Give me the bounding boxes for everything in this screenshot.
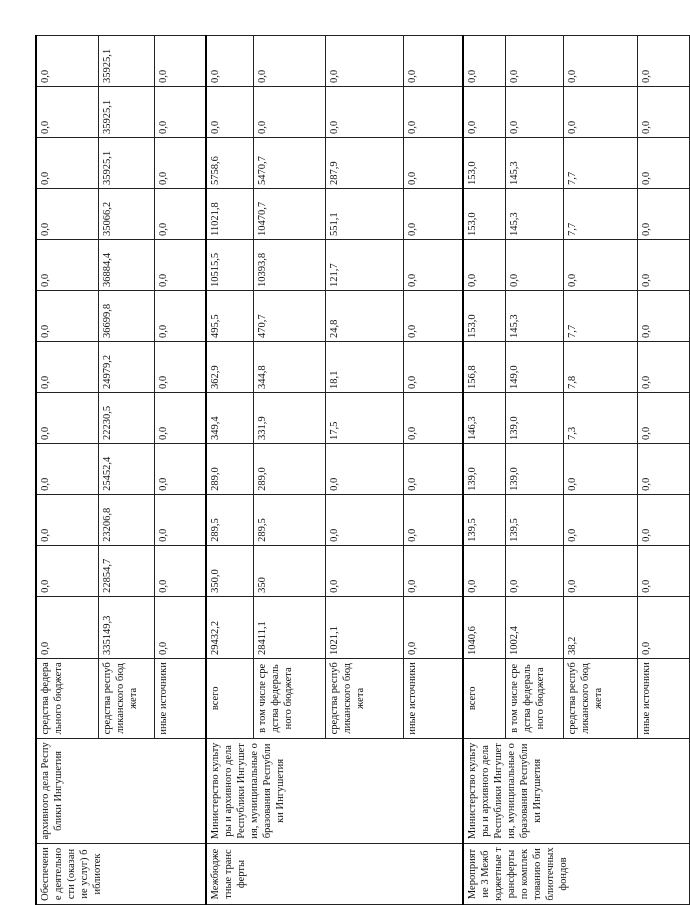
value-cell: 0,0 xyxy=(637,36,689,87)
value-cell: 29432,2 xyxy=(206,596,253,658)
value-cell: 0,0 xyxy=(154,240,206,291)
value-cell: 0,0 xyxy=(403,494,463,545)
value-cell: 28411,1 xyxy=(253,596,325,658)
value-cell: 11021,8 xyxy=(206,189,253,240)
value-cell: 0,0 xyxy=(36,494,98,545)
value-cell: 0,0 xyxy=(325,36,403,87)
value-cell: 23206,8 xyxy=(98,494,154,545)
value-cell: 145,3 xyxy=(505,189,563,240)
value-cell: 145,3 xyxy=(505,138,563,189)
value-cell: 331,9 xyxy=(253,392,325,443)
value-cell: 139,5 xyxy=(463,494,505,545)
value-cell: 0,0 xyxy=(154,341,206,392)
funding-source-cell: всего xyxy=(463,658,505,738)
funding-source-cell: иные источники xyxy=(637,658,689,738)
value-cell: 0,0 xyxy=(154,189,206,240)
funding-source-cell: средства федерального бюджета xyxy=(36,658,98,738)
value-cell: 1002,4 xyxy=(505,596,563,658)
value-cell: 36884,4 xyxy=(98,240,154,291)
value-cell: 139,0 xyxy=(505,443,563,494)
value-cell: 0,0 xyxy=(36,290,98,341)
value-cell: 5470,7 xyxy=(253,138,325,189)
value-cell: 0,0 xyxy=(403,240,463,291)
value-cell: 0,0 xyxy=(325,443,403,494)
value-cell: 0,0 xyxy=(154,138,206,189)
value-cell: 344,8 xyxy=(253,341,325,392)
funding-source-cell: иные источники xyxy=(403,658,463,738)
value-cell: 0,0 xyxy=(637,596,689,658)
executor-cell: Министерство культуры и архивного дела Республики Ингушетия, муниципальные образования Республики Ингушетия xyxy=(206,738,463,843)
measure-name-cell: Мероприятие 3 Межбюджетные трансферты по комплектованию библиотечных фондов xyxy=(463,844,689,905)
value-cell: 551,1 xyxy=(325,189,403,240)
value-cell: 35925,1 xyxy=(98,138,154,189)
value-cell: 25452,4 xyxy=(98,443,154,494)
value-cell: 0,0 xyxy=(637,443,689,494)
executor-cell: Министерство культуры и архивного дела Республики Ингушетия, муниципальные образования Республики Ингушетия xyxy=(463,738,689,843)
value-cell: 22854,7 xyxy=(98,545,154,596)
value-cell: 0,0 xyxy=(637,240,689,291)
value-cell: 0,0 xyxy=(154,596,206,658)
funding-source-cell: средства республиканского бюджета xyxy=(563,658,637,738)
value-cell: 0,0 xyxy=(36,240,98,291)
value-cell: 139,5 xyxy=(505,494,563,545)
value-cell: 0,0 xyxy=(206,36,253,87)
value-cell: 17,5 xyxy=(325,392,403,443)
value-cell: 0,0 xyxy=(563,545,637,596)
value-cell: 0,0 xyxy=(154,443,206,494)
value-cell: 35925,1 xyxy=(98,87,154,138)
value-cell: 362,9 xyxy=(206,341,253,392)
value-cell: 350 xyxy=(253,545,325,596)
value-cell: 0,0 xyxy=(253,36,325,87)
value-cell: 0,0 xyxy=(637,189,689,240)
value-cell: 350,0 xyxy=(206,545,253,596)
value-cell: 121,7 xyxy=(325,240,403,291)
value-cell: 10515,5 xyxy=(206,240,253,291)
value-cell: 0,0 xyxy=(403,290,463,341)
value-cell: 0,0 xyxy=(637,87,689,138)
value-cell: 22230,5 xyxy=(98,392,154,443)
value-cell: 495,5 xyxy=(206,290,253,341)
value-cell: 0,0 xyxy=(637,138,689,189)
value-cell: 146,3 xyxy=(463,392,505,443)
value-cell: 0,0 xyxy=(505,36,563,87)
funding-source-cell: иные источники xyxy=(154,658,206,738)
value-cell: 36699,8 xyxy=(98,290,154,341)
measure-name-cell: Межбюджетные трансферты xyxy=(206,844,463,905)
value-cell: 0,0 xyxy=(403,443,463,494)
value-cell: 35925,1 xyxy=(98,36,154,87)
value-cell: 1021,1 xyxy=(325,596,403,658)
funding-source-cell: всего xyxy=(206,658,253,738)
value-cell: 0,0 xyxy=(36,36,98,87)
value-cell: 0,0 xyxy=(403,596,463,658)
table-row xyxy=(206,36,253,905)
value-cell: 7,8 xyxy=(563,341,637,392)
value-cell: 287,9 xyxy=(325,138,403,189)
value-cell: 0,0 xyxy=(637,545,689,596)
value-cell: 0,0 xyxy=(36,443,98,494)
value-cell: 0,0 xyxy=(325,494,403,545)
value-cell: 7,7 xyxy=(563,290,637,341)
value-cell: 139,0 xyxy=(463,443,505,494)
value-cell: 0,0 xyxy=(637,494,689,545)
value-cell: 7,7 xyxy=(563,189,637,240)
measure-name-cell: Обеспечение деятельности (оказание услуг) библиотек xyxy=(36,844,206,905)
value-cell: 0,0 xyxy=(154,392,206,443)
value-cell: 38,2 xyxy=(563,596,637,658)
value-cell: 0,0 xyxy=(154,87,206,138)
value-cell: 289,0 xyxy=(206,443,253,494)
funding-source-cell: в том числе средства федерального бюджета xyxy=(505,658,563,738)
value-cell: 0,0 xyxy=(403,545,463,596)
value-cell: 0,0 xyxy=(403,341,463,392)
value-cell: 0,0 xyxy=(505,240,563,291)
value-cell: 0,0 xyxy=(563,87,637,138)
value-cell: 0,0 xyxy=(154,290,206,341)
value-cell: 10470,7 xyxy=(253,189,325,240)
value-cell: 24,8 xyxy=(325,290,403,341)
value-cell: 0,0 xyxy=(154,545,206,596)
table-row xyxy=(36,36,98,905)
value-cell: 289,0 xyxy=(253,443,325,494)
value-cell: 0,0 xyxy=(403,392,463,443)
value-cell: 145,3 xyxy=(505,290,563,341)
value-cell: 0,0 xyxy=(325,87,403,138)
value-cell: 0,0 xyxy=(637,290,689,341)
value-cell: 0,0 xyxy=(36,596,98,658)
value-cell: 0,0 xyxy=(403,87,463,138)
value-cell: 289,5 xyxy=(206,494,253,545)
rotated-table-wrapper xyxy=(35,35,652,905)
value-cell: 0,0 xyxy=(403,189,463,240)
funding-source-cell: в том числе средства федерального бюджета xyxy=(253,658,325,738)
value-cell: 156,8 xyxy=(463,341,505,392)
value-cell: 289,5 xyxy=(253,494,325,545)
value-cell: 0,0 xyxy=(154,36,206,87)
value-cell: 0,0 xyxy=(403,138,463,189)
value-cell: 0,0 xyxy=(505,87,563,138)
value-cell: 0,0 xyxy=(637,392,689,443)
value-cell: 10393,8 xyxy=(253,240,325,291)
value-cell: 470,7 xyxy=(253,290,325,341)
value-cell: 0,0 xyxy=(36,392,98,443)
executor-cell: архивного дела Республики Ингушетия xyxy=(36,738,206,843)
value-cell: 0,0 xyxy=(36,189,98,240)
value-cell: 153,0 xyxy=(463,189,505,240)
value-cell: 0,0 xyxy=(403,36,463,87)
value-cell: 0,0 xyxy=(563,240,637,291)
value-cell: 0,0 xyxy=(36,545,98,596)
value-cell: 0,0 xyxy=(36,87,98,138)
value-cell: 0,0 xyxy=(563,494,637,545)
value-cell: 24979,2 xyxy=(98,341,154,392)
value-cell: 0,0 xyxy=(463,36,505,87)
value-cell: 0,0 xyxy=(563,443,637,494)
value-cell: 0,0 xyxy=(463,87,505,138)
value-cell: 153,0 xyxy=(463,138,505,189)
value-cell: 7,7 xyxy=(563,138,637,189)
value-cell: 5758,6 xyxy=(206,138,253,189)
value-cell: 153,0 xyxy=(463,290,505,341)
value-cell: 0,0 xyxy=(206,87,253,138)
value-cell: 18,1 xyxy=(325,341,403,392)
table-row xyxy=(463,36,505,905)
value-cell: 0,0 xyxy=(253,87,325,138)
value-cell: 0,0 xyxy=(36,341,98,392)
value-cell: 0,0 xyxy=(563,36,637,87)
value-cell: 0,0 xyxy=(325,545,403,596)
value-cell: 35066,2 xyxy=(98,189,154,240)
value-cell: 0,0 xyxy=(463,545,505,596)
funding-source-cell: средства республиканского бюджета xyxy=(325,658,403,738)
value-cell: 1040,6 xyxy=(463,596,505,658)
value-cell: 0,0 xyxy=(505,545,563,596)
value-cell: 139,0 xyxy=(505,392,563,443)
value-cell: 149,0 xyxy=(505,341,563,392)
budget-table xyxy=(35,35,690,905)
value-cell: 0,0 xyxy=(36,138,98,189)
value-cell: 0,0 xyxy=(154,494,206,545)
value-cell: 0,0 xyxy=(463,240,505,291)
value-cell: 349,4 xyxy=(206,392,253,443)
value-cell: 0,0 xyxy=(637,341,689,392)
funding-source-cell: средства республиканского бюджета xyxy=(98,658,154,738)
value-cell: 335149,3 xyxy=(98,596,154,658)
value-cell: 7,3 xyxy=(563,392,637,443)
